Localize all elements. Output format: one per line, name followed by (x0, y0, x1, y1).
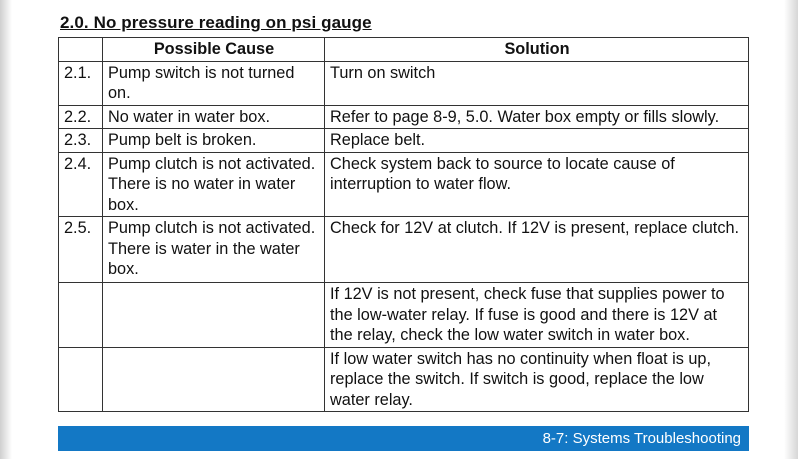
row-number (59, 283, 103, 348)
table-row (59, 347, 749, 412)
row-solution: If low water switch has no continuity when float is up, replace the switch. If switch is good, replace the low water relay. (325, 347, 749, 412)
row-cause (103, 283, 325, 348)
row-solution: Refer to page 8-9, 5.0. Water box empty or fills slowly. (325, 105, 749, 129)
footer-label: 8-7: Systems Troubleshooting (542, 430, 741, 447)
table-row (59, 105, 749, 129)
section-title: 2.0. No pressure reading on psi gauge (60, 13, 372, 32)
table-header-row (59, 38, 749, 62)
page-edge-shadow-left (0, 0, 12, 459)
header-possible-cause: Possible Cause (103, 38, 325, 62)
table-row (59, 61, 749, 105)
footer-bar (58, 426, 749, 451)
row-cause (103, 347, 325, 412)
table-row (59, 283, 749, 348)
row-solution: Check system back to source to locate cause of interruption to water flow. (325, 152, 749, 217)
header-number-cell (59, 38, 103, 62)
row-cause: Pump clutch is not activated. There is water in the water box. (103, 217, 325, 283)
row-number: 2.1. (59, 61, 103, 105)
table-row (59, 217, 749, 283)
row-number: 2.4. (59, 152, 103, 217)
table-row (59, 152, 749, 217)
row-solution: Replace belt. (325, 129, 749, 153)
row-solution: If 12V is not present, check fuse that supplies power to the low-water relay. If fuse is good and there is 12V at the relay, check the low water switch in water box. (325, 283, 749, 348)
troubleshooting-table (58, 37, 749, 412)
row-number: 2.3. (59, 129, 103, 153)
row-cause: Pump clutch is not activated. There is no water in water box. (103, 152, 325, 217)
page-edge-shadow-right (784, 0, 798, 459)
header-solution: Solution (325, 38, 749, 62)
row-solution: Turn on switch (325, 61, 749, 105)
row-cause: Pump belt is broken. (103, 129, 325, 153)
row-number: 2.2. (59, 105, 103, 129)
row-number (59, 347, 103, 412)
table-row (59, 129, 749, 153)
row-number: 2.5. (59, 217, 103, 283)
row-cause: No water in water box. (103, 105, 325, 129)
row-solution: Check for 12V at clutch. If 12V is present, replace clutch. (325, 217, 749, 283)
row-cause: Pump switch is not turned on. (103, 61, 325, 105)
